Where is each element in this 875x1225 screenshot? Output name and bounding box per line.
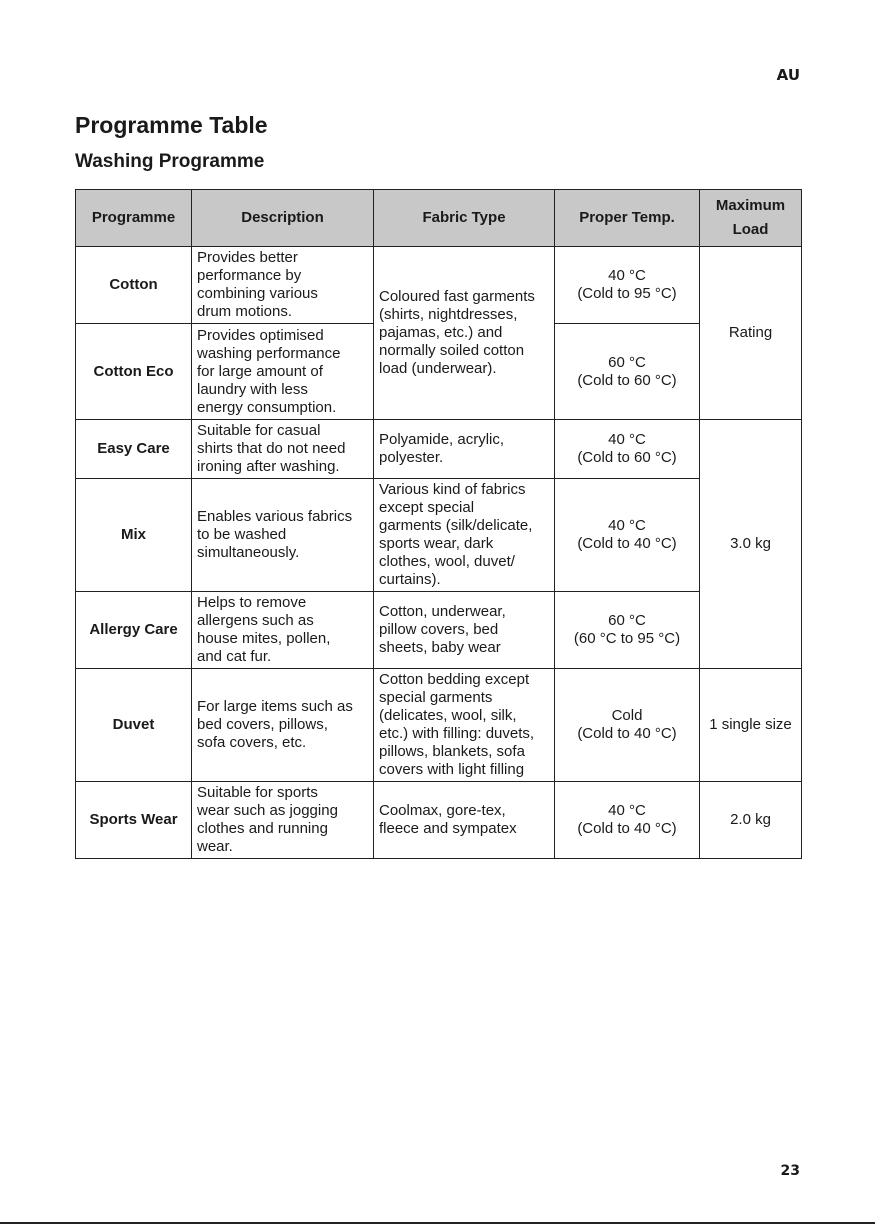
temp-range: (Cold to 60 °C) xyxy=(577,449,677,466)
header-maximum-load-line1: Maximum xyxy=(715,197,786,214)
table-row xyxy=(76,782,802,859)
description-line: Suitable for casual xyxy=(197,422,321,439)
fabric-line: normally soiled cotton xyxy=(379,342,525,359)
temp-value: 60 °C xyxy=(608,612,646,629)
maximum-load: 3.0 kg xyxy=(700,420,802,669)
temp-value: 40 °C xyxy=(608,267,646,284)
proper-temp xyxy=(555,782,700,859)
fabric-line: (shirts, nightdresses, xyxy=(379,306,518,323)
description-line: wear such as jogging xyxy=(197,802,338,819)
temp-range: (60 °C to 95 °C) xyxy=(573,630,681,647)
temp-range: (Cold to 40 °C) xyxy=(577,820,677,837)
temp-range: (Cold to 60 °C) xyxy=(577,371,677,389)
programme-description xyxy=(192,247,374,324)
proper-temp xyxy=(555,324,700,420)
description-line: Suitable for sports xyxy=(197,784,318,801)
programme-description xyxy=(192,324,374,420)
description-line: bed covers, pillows, xyxy=(197,716,328,733)
header-maximum-load xyxy=(700,190,802,247)
fabric-line: Coloured fast garments xyxy=(379,288,535,305)
page-title: Programme Table xyxy=(75,112,268,138)
programme-name: Allergy Care xyxy=(76,592,192,669)
fabric-line: Coolmax, gore-tex, xyxy=(379,802,506,819)
temp-value: 60 °C xyxy=(608,353,646,371)
header-programme: Programme xyxy=(76,190,192,247)
temp-value: 40 °C xyxy=(608,802,646,819)
fabric-line: load (underwear). xyxy=(379,360,497,377)
fabric-type xyxy=(374,669,555,782)
description-line: wear. xyxy=(197,838,233,855)
fabric-line: clothes, wool, duvet/ xyxy=(379,553,515,570)
proper-temp xyxy=(555,592,700,669)
maximum-load: 1 single size xyxy=(700,669,802,782)
proper-temp xyxy=(555,669,700,782)
fabric-line: sports wear, dark xyxy=(379,535,494,552)
description-line: performance by xyxy=(197,267,302,284)
fabric-line: except special xyxy=(379,499,475,516)
fabric-line: Various kind of fabrics xyxy=(379,481,526,498)
description-line: and cat fur. xyxy=(197,648,272,665)
description-line: for large amount of xyxy=(197,362,323,380)
maximum-load: Rating xyxy=(700,247,802,420)
fabric-line: sheets, baby wear xyxy=(379,639,501,656)
programme-name: Duvet xyxy=(76,669,192,782)
fabric-line: curtains). xyxy=(379,571,441,588)
table-header-row xyxy=(76,190,802,247)
fabric-type xyxy=(374,247,555,420)
header-maximum-load-line2: Load xyxy=(732,221,769,238)
proper-temp xyxy=(555,420,700,479)
fabric-line: Polyamide, acrylic, xyxy=(379,431,505,448)
table-row xyxy=(76,420,802,479)
fabric-line: fleece and sympatex xyxy=(379,820,517,837)
description-line: washing performance xyxy=(197,344,341,362)
temp-range: (Cold to 40 °C) xyxy=(577,535,677,552)
description-line: For large items such as xyxy=(197,698,353,715)
programme-name: Easy Care xyxy=(76,420,192,479)
header-description: Description xyxy=(192,190,374,247)
temp-value: Cold xyxy=(611,707,643,724)
fabric-line: pajamas, etc.) and xyxy=(379,324,503,341)
temp-range: (Cold to 40 °C) xyxy=(577,725,677,742)
maximum-load: 2.0 kg xyxy=(700,782,802,859)
programme-name: Cotton Eco xyxy=(76,324,192,420)
programme-description xyxy=(192,782,374,859)
fabric-line: covers with light filling xyxy=(379,761,525,778)
proper-temp xyxy=(555,479,700,592)
programme-table xyxy=(75,189,802,859)
fabric-line: Cotton bedding except xyxy=(379,671,530,688)
fabric-type xyxy=(374,592,555,669)
programme-name: Cotton xyxy=(76,247,192,324)
description-line: house mites, pollen, xyxy=(197,630,331,647)
description-line: allergens such as xyxy=(197,612,314,629)
fabric-line: pillow covers, bed xyxy=(379,621,499,638)
programme-description xyxy=(192,592,374,669)
table-row xyxy=(76,669,802,782)
description-line: Provides optimised xyxy=(197,326,324,344)
fabric-type xyxy=(374,782,555,859)
fabric-line: garments (silk/delicate, xyxy=(379,517,533,534)
fabric-type xyxy=(374,479,555,592)
table-row xyxy=(76,592,802,669)
description-line: drum motions. xyxy=(197,303,293,320)
description-line: Helps to remove xyxy=(197,594,307,611)
programme-description xyxy=(192,669,374,782)
page-number: 23 xyxy=(780,1163,800,1179)
description-line: to be washed xyxy=(197,526,287,543)
section-title: Washing Programme xyxy=(75,151,265,172)
programme-name: Mix xyxy=(76,479,192,592)
temp-value: 40 °C xyxy=(608,431,646,448)
table-row xyxy=(76,479,802,592)
fabric-line: pillows, blankets, sofa xyxy=(379,743,525,760)
table-row xyxy=(76,247,802,324)
description-line: energy consumption. xyxy=(197,398,337,416)
description-line: Enables various fabrics xyxy=(197,508,353,525)
fabric-line: etc.) with filling: duvets, xyxy=(379,725,535,742)
description-line: simultaneously. xyxy=(197,544,300,561)
bottom-rule xyxy=(0,1222,875,1224)
country-code: AU xyxy=(776,66,800,84)
fabric-line: special garments xyxy=(379,689,493,706)
fabric-line: polyester. xyxy=(379,449,444,466)
header-proper-temp: Proper Temp. xyxy=(555,190,700,247)
description-line: sofa covers, etc. xyxy=(197,734,307,751)
proper-temp xyxy=(555,247,700,324)
description-line: Provides better xyxy=(197,249,298,266)
description-line: ironing after washing. xyxy=(197,458,340,475)
description-line: combining various xyxy=(197,285,318,302)
fabric-line: Cotton, underwear, xyxy=(379,603,506,620)
header-fabric-type: Fabric Type xyxy=(374,190,555,247)
temp-value: 40 °C xyxy=(608,517,646,534)
fabric-line: (delicates, wool, silk, xyxy=(379,707,517,724)
temp-range: (Cold to 95 °C) xyxy=(577,285,677,302)
programme-description xyxy=(192,420,374,479)
fabric-type xyxy=(374,420,555,479)
programme-name: Sports Wear xyxy=(76,782,192,859)
programme-description xyxy=(192,479,374,592)
description-line: clothes and running xyxy=(197,820,328,837)
description-line: laundry with less xyxy=(197,380,308,398)
description-line: shirts that do not need xyxy=(197,440,346,457)
